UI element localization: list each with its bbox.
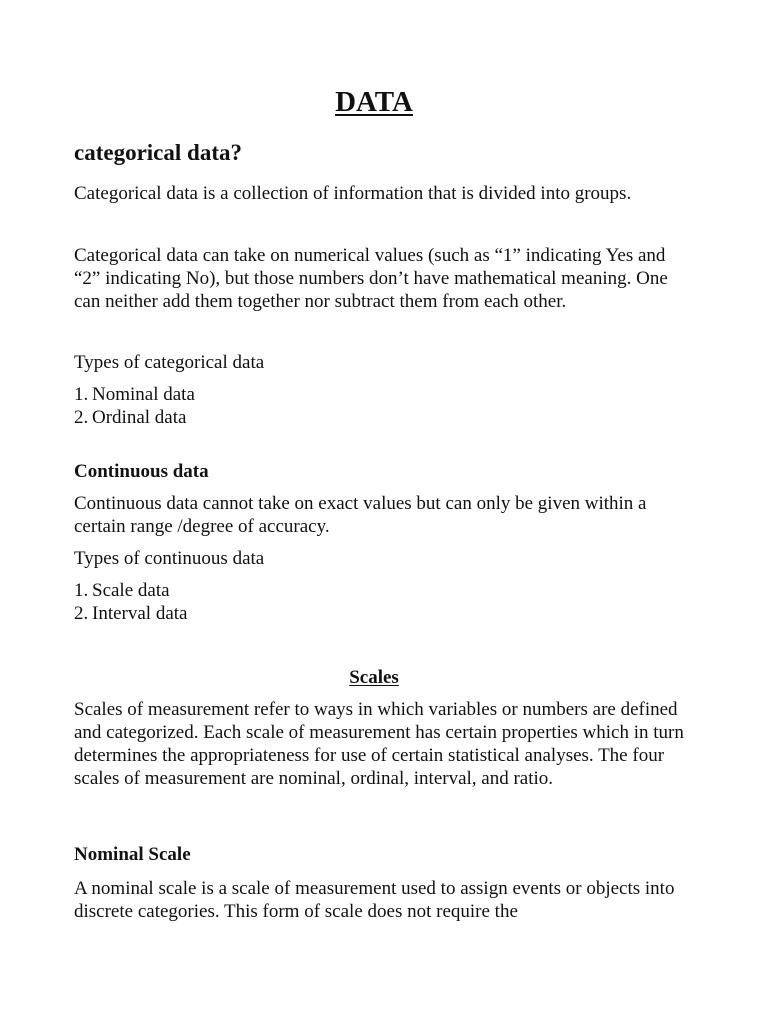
list-item-number: 2.	[74, 407, 89, 428]
categorical-heading: categorical data?	[74, 140, 242, 165]
categorical-explanation: Categorical data can take on numerical values (such as “1” indicating Yes and “2” indicating No), but those numbers don’t have mathematical meaning. One can neither add them together nor subtract them from each other.	[74, 245, 668, 312]
list-item-label: Interval data	[92, 603, 188, 624]
scales-description: Scales of measurement refer to ways in which variables or numbers are defined and categorized. Each scale of measurement has certain properties which in turn determines the appropriateness for use of certain statistical analyses. The four scales of measurement are nominal, ordinal, interval, and ratio.	[74, 699, 684, 789]
list-item	[74, 383, 195, 406]
list-item-label: Nominal data	[92, 384, 195, 405]
nominal-scale-description: A nominal scale is a scale of measurement used to assign events or objects into discrete categories. This form of scale does not require the	[74, 878, 675, 922]
scales-heading: Scales	[349, 667, 399, 688]
list-item-label: Scale data	[92, 580, 170, 601]
list-item	[74, 579, 187, 602]
document-title: DATA	[335, 86, 413, 118]
continuous-types-intro: Types of continuous data	[74, 548, 265, 569]
list-item-number: 1.	[74, 580, 89, 601]
continuous-heading: Continuous data	[74, 461, 209, 482]
categorical-definition: Categorical data is a collection of information that is divided into groups.	[74, 183, 632, 204]
list-item	[74, 406, 195, 429]
nominal-scale-heading: Nominal Scale	[74, 844, 191, 865]
list-item-label: Ordinal data	[92, 407, 187, 428]
categorical-types-list	[74, 383, 195, 429]
continuous-definition: Continuous data cannot take on exact values but can only be given within a certain range /degree of accuracy.	[74, 493, 647, 537]
list-item-number: 2.	[74, 603, 89, 624]
continuous-types-list	[74, 579, 187, 625]
list-item	[74, 602, 187, 625]
list-item-number: 1.	[74, 384, 89, 405]
categorical-types-intro: Types of categorical data	[74, 352, 265, 373]
